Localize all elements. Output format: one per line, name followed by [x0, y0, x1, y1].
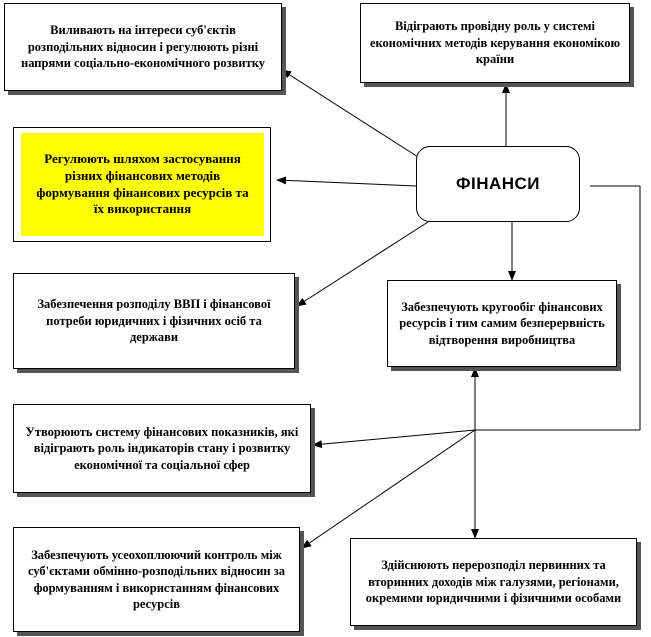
arrow-to-lower-left: [313, 430, 475, 445]
center-node: [416, 146, 580, 222]
center-node-label: ФІНАНСИ: [455, 174, 541, 193]
box-yellow: [21, 133, 264, 236]
arrow-to-yellow: [277, 180, 416, 186]
box-lower-left: [13, 404, 311, 493]
box-lower-left-text: Утворюють систему фінансових показників, які відіграють роль індикаторів стану і розвитку економічної та соціальної сфер: [25, 424, 299, 472]
box-top-left: [4, 3, 282, 91]
box-mid-right: [387, 280, 617, 367]
box-top-left-text: Виливають на інтереси суб'єктів розподільних відносин і регулюють різні напрями соціально-економічного розвитку: [21, 23, 265, 71]
box-bottom-left-text: Забезпечують усеохоплюючий контроль між суб'єктами обмінно-розподільних відносин за формуванням і використанням фінансових ресурсів: [27, 547, 286, 611]
box-mid-right-text: Забезпечують кругообіг фінансових ресурсів і тим самим безперервність відтворення виробництва: [399, 299, 605, 347]
box-mid-left: [13, 273, 295, 369]
box-yellow-text: Регулюють шляхом застосування різних фінансових методів формування фінансових ресурсів та їх використання: [36, 150, 249, 217]
arrow-to-top-left: [282, 70, 418, 157]
box-bottom-left: [13, 527, 300, 632]
box-bottom-right-text: Здійснюють перерозподіл первинних та вторинних доходів між галузями, регіонами, окремими юридичними і фізичними особами: [365, 558, 622, 606]
box-bottom-right: [350, 538, 637, 626]
box-top-right: [360, 3, 630, 83]
box-top-right-text: Відіграють провідну роль у системі економічних методів керування економікою країни: [369, 19, 621, 67]
arrow-to-bottom-left: [302, 430, 475, 548]
box-mid-left-text: Забезпечення розподілу ВВП і фінансової потреби юридичних і фізичних осіб та держави: [37, 297, 271, 345]
